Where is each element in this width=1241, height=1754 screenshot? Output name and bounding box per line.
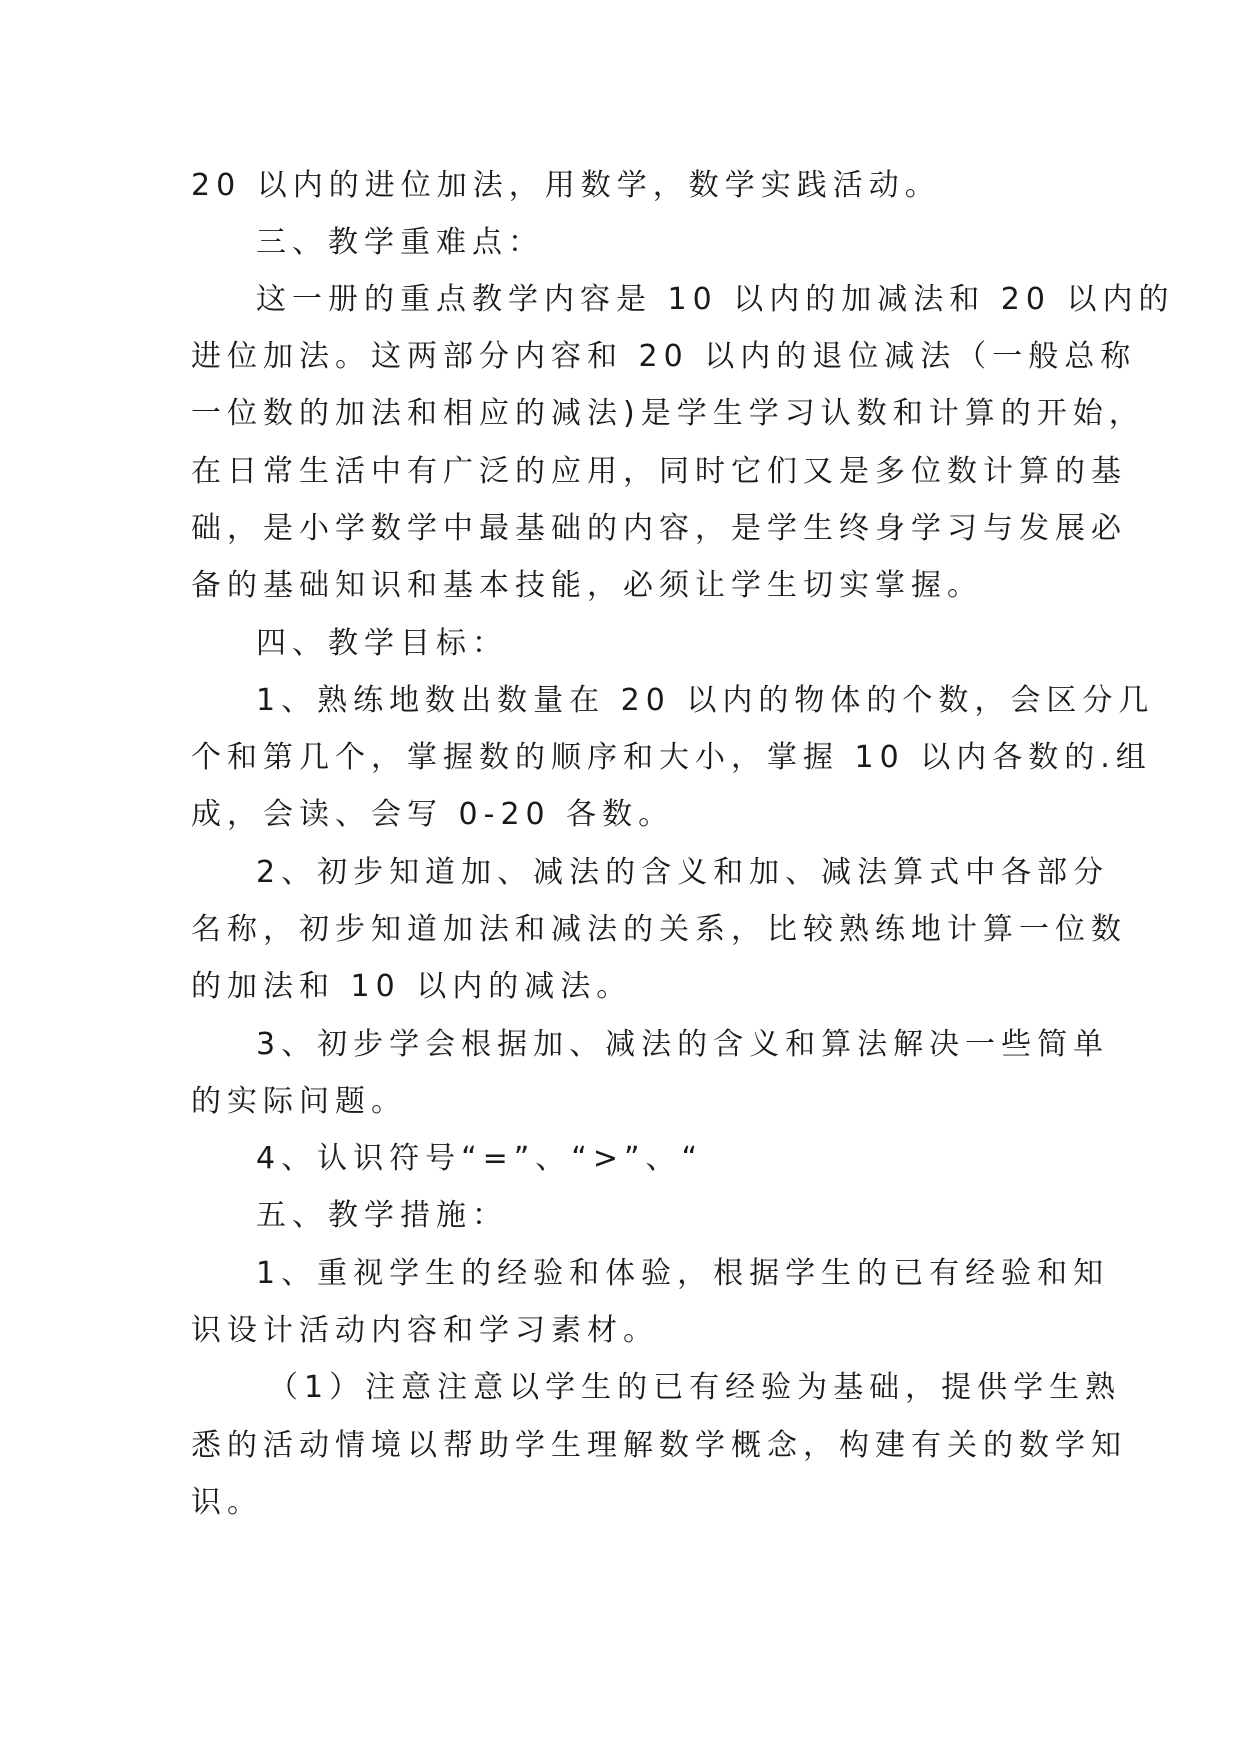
section-heading-4: 四、教学目标： bbox=[256, 626, 508, 661]
text-line: 1、熟练地数出数量在 20 以内的物体的个数，会区分几 bbox=[256, 683, 1155, 718]
text-line: 一位数的加法和相应的减法)是学生学习认数和计算的开始， bbox=[191, 396, 1145, 431]
text-line: 成，会读、会写 0-20 各数。 bbox=[191, 797, 675, 832]
text-line: 础，是小学数学中最基础的内容，是学生终身学习与发展必 bbox=[191, 511, 1127, 546]
text-line: 进位加法。这两部分内容和 20 以内的退位减法（一般总称 bbox=[191, 339, 1137, 374]
text-line: 2、初步知道加、减法的含义和加、减法算式中各部分 bbox=[256, 855, 1110, 890]
section-heading-3: 三、教学重难点： bbox=[256, 225, 544, 260]
text-line: （1）注意注意以学生的已有经验为基础，提供学生熟 bbox=[268, 1370, 1122, 1405]
text-line: 这一册的重点教学内容是 10 以内的加减法和 20 以内的 bbox=[256, 282, 1175, 317]
text-line: 3、初步学会根据加、减法的含义和算法解决一些简单 bbox=[256, 1027, 1110, 1062]
text-line: 的实际问题。 bbox=[191, 1084, 407, 1119]
text-line: 悉的活动情境以帮助学生理解数学概念，构建有关的数学知 bbox=[191, 1428, 1127, 1463]
text-line: 的加法和 10 以内的减法。 bbox=[191, 969, 633, 1004]
section-heading-5: 五、教学措施： bbox=[256, 1198, 508, 1233]
text-line: 20 以内的进位加法，用数学，数学实践活动。 bbox=[191, 168, 941, 203]
text-line: 识设计活动内容和学习素材。 bbox=[191, 1313, 659, 1348]
text-line: 个和第几个，掌握数的顺序和大小，掌握 10 以内各数的.组 bbox=[191, 740, 1152, 775]
text-line: 在日常生活中有广泛的应用，同时它们又是多位数计算的基 bbox=[191, 454, 1127, 489]
text-line: 1、重视学生的经验和体验，根据学生的已有经验和知 bbox=[256, 1256, 1110, 1291]
text-line: 4、认识符号“=”、“>”、“ bbox=[256, 1141, 704, 1176]
text-line: 识。 bbox=[191, 1485, 263, 1520]
text-line: 备的基础知识和基本技能，必须让学生切实掌握。 bbox=[191, 568, 983, 603]
text-line: 名称，初步知道加法和减法的关系，比较熟练地计算一位数 bbox=[191, 912, 1127, 947]
